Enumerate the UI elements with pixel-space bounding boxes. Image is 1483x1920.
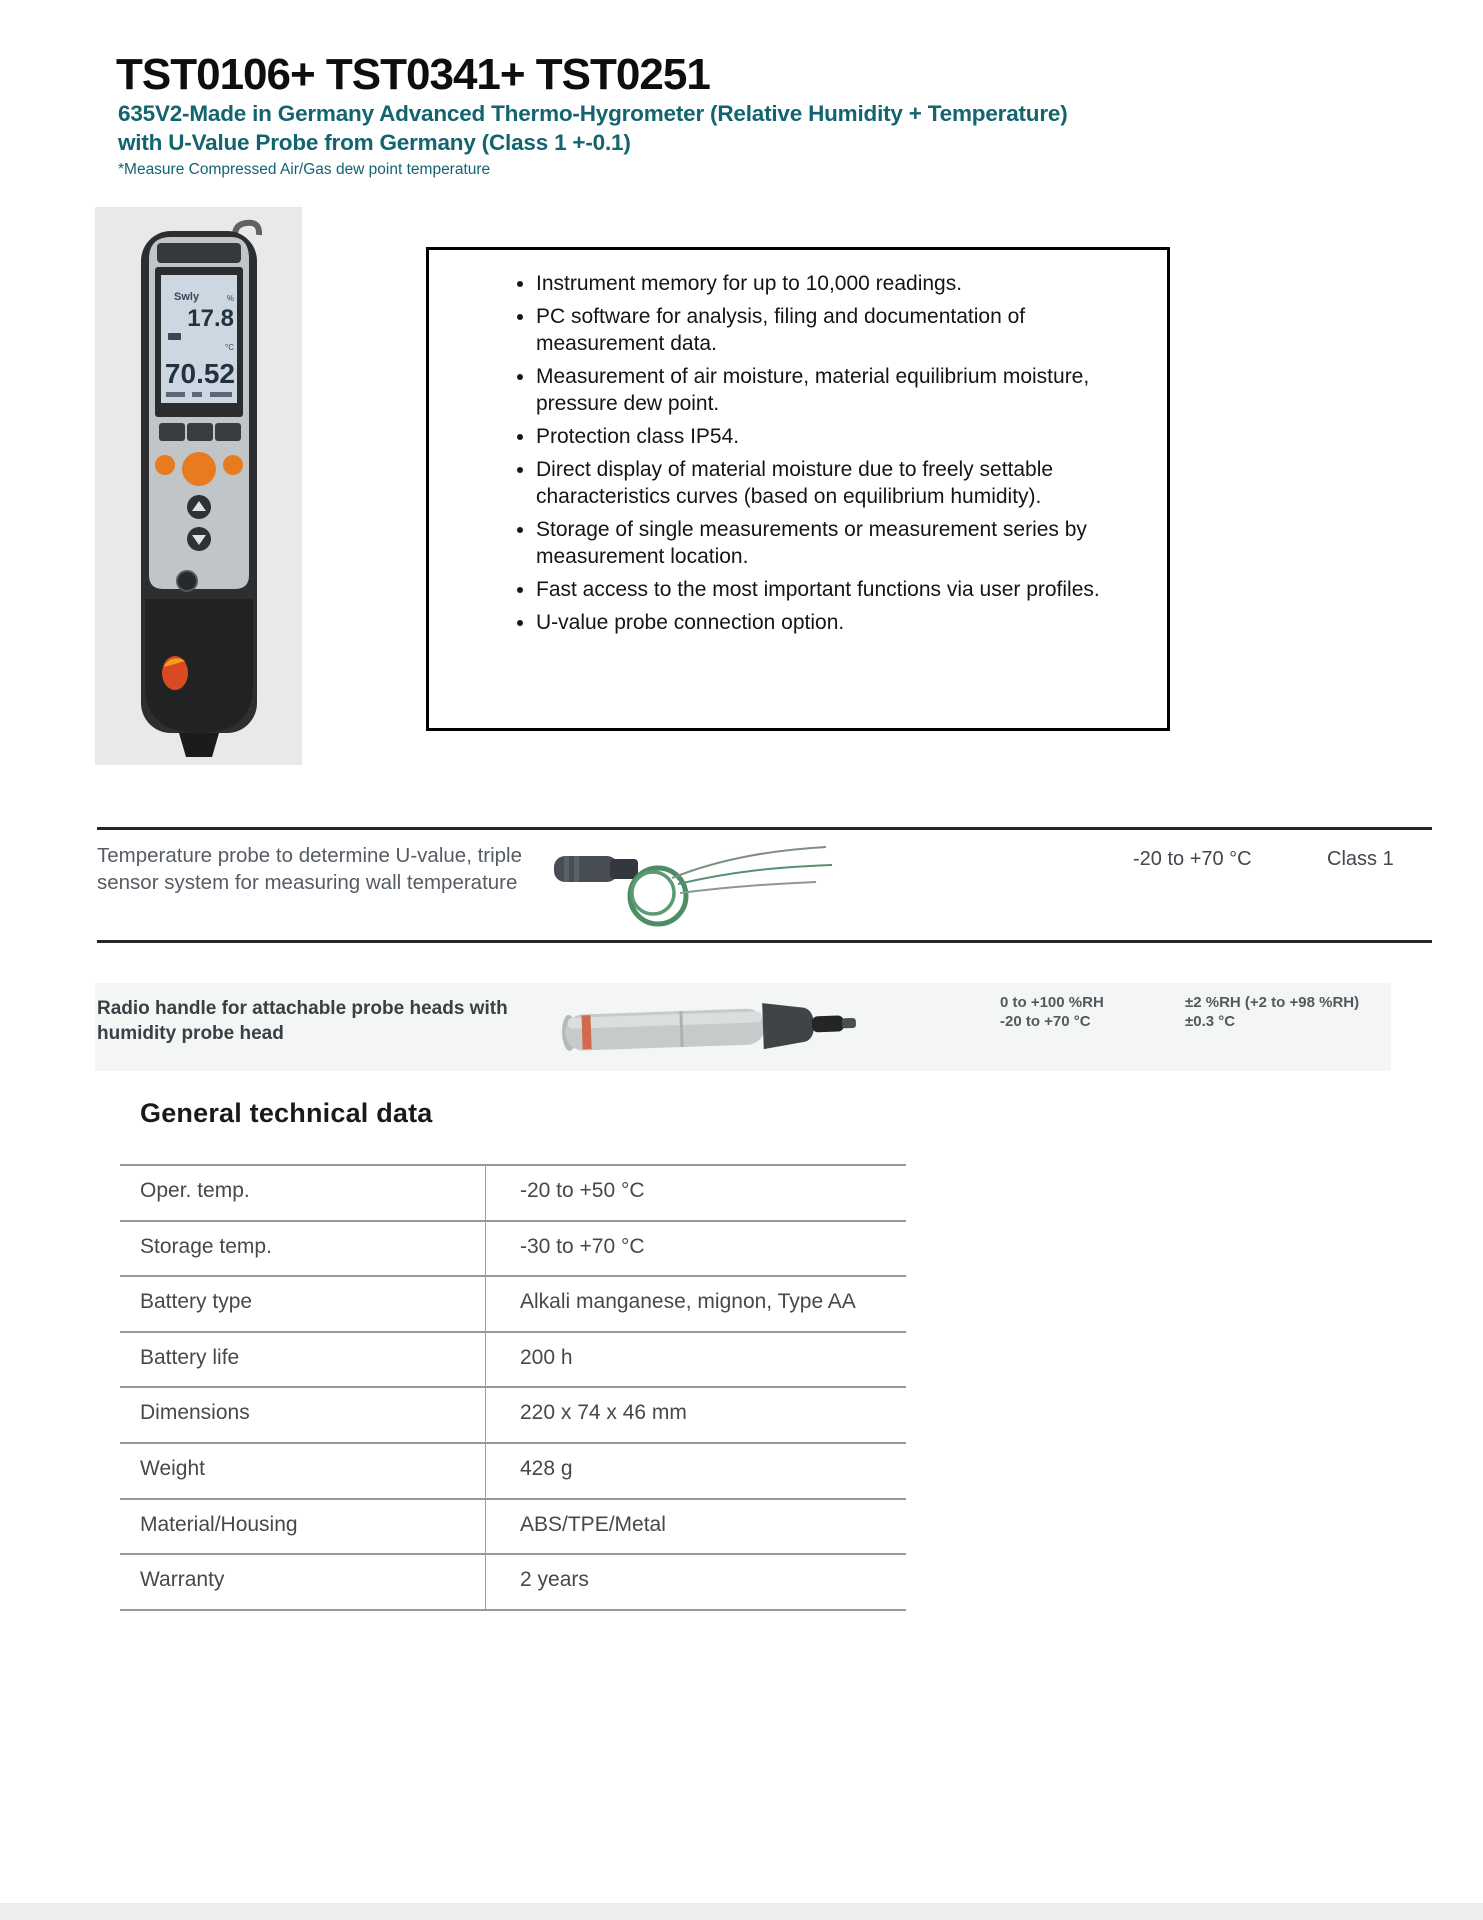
row-value: 428 g (485, 1444, 906, 1498)
uvalue-probe-range: -20 to +70 °C (1133, 848, 1252, 870)
feature-item: • Fast access to the most important functions via user profiles. (536, 576, 1149, 603)
feature-item: • PC software for analysis, filing and documentation of measurement data. (536, 303, 1149, 357)
row-value: 200 h (485, 1333, 906, 1387)
radio-handle-accuracy (1185, 993, 1359, 1031)
orange-ring (581, 1015, 591, 1049)
accuracy-line-2: ±0.3 °C (1185, 1013, 1236, 1030)
table-row (120, 1498, 906, 1554)
table-row (120, 1386, 906, 1442)
page-subtitle (118, 99, 1068, 157)
ok-button (182, 452, 216, 486)
row-label: Dimensions (140, 1401, 250, 1425)
row-value: ABS/TPE/Metal (485, 1500, 906, 1554)
feature-item: • Direct display of material moisture due to freely settable characteristics curves (based on equilibrium humidity). (536, 456, 1149, 510)
table-row (120, 1331, 906, 1387)
page-title: TST0106+ TST0341+ TST0251 (116, 50, 710, 99)
row-value: 2 years (485, 1555, 906, 1609)
thermo-hygrometer-device-image (95, 207, 302, 765)
row-label: Material/Housing (140, 1512, 298, 1536)
lcd-value-bottom: 70.52 (164, 358, 235, 389)
row-label: Storage temp. (140, 1234, 272, 1258)
table-row (120, 1442, 906, 1498)
uvalue-probe-image (552, 838, 842, 936)
section-heading: General technical data (140, 1098, 433, 1128)
row-label: Battery type (140, 1290, 253, 1314)
feature-item: • Protection class IP54. (536, 423, 1149, 450)
table-row (120, 1553, 906, 1609)
lcd-unit-top: % (226, 294, 234, 303)
row-value: -20 to +50 °C (485, 1166, 906, 1220)
radio-handle-description: Radio handle for attachable probe heads with humidity probe head (97, 998, 508, 1044)
divider (97, 940, 1432, 943)
uvalue-probe-illustration (552, 838, 842, 936)
feature-list (429, 270, 1149, 636)
page-bottom-edge (0, 1903, 1483, 1920)
probe-connector (179, 733, 219, 757)
product-photo (95, 207, 302, 765)
table-row (120, 1275, 906, 1331)
uvalue-probe-description: Temperature probe to determine U-value, triple sensor system for measuring wall temperature (97, 844, 523, 894)
row-value: -30 to +70 °C (485, 1222, 906, 1276)
table-row (120, 1164, 906, 1220)
row-value: 220 x 74 x 46 mm (485, 1388, 906, 1442)
radio-handle-image (560, 990, 860, 1066)
feature-item: • Instrument memory for up to 10,000 readings. (536, 270, 1149, 297)
row-label: Oper. temp. (140, 1179, 250, 1202)
row-label: Battery life (140, 1345, 240, 1369)
feature-item: • U-value probe connection option. (536, 609, 1149, 636)
measure-note: *Measure Compressed Air/Gas dew point temperature (118, 161, 491, 178)
table-row (120, 1220, 906, 1276)
battery-icon (168, 333, 181, 340)
row-label: Warranty (140, 1568, 225, 1592)
uvalue-probe-class: Class 1 (1327, 848, 1394, 870)
row-label: Weight (140, 1456, 205, 1480)
row-value: Alkali manganese, mignon, Type AA (485, 1277, 906, 1331)
accuracy-line-1: ±2 %RH (+2 to +98 %RH) (1185, 994, 1360, 1011)
lcd-unit-bottom: °C (225, 343, 234, 352)
feature-item: • Measurement of air moisture, material equilibrium moisture, pressure dew point. (536, 363, 1149, 417)
radio-handle-range (1000, 993, 1104, 1031)
range-line-2: -20 to +70 °C (1000, 1013, 1091, 1030)
lcd-mode-label: Swly (174, 291, 200, 303)
radio-handle-illustration (560, 990, 860, 1066)
range-line-1: 0 to +100 %RH (1000, 994, 1104, 1011)
technical-data-table (120, 1164, 906, 1611)
divider (97, 827, 1432, 830)
feature-item: • Storage of single measurements or measurement series by measurement location. (536, 516, 1149, 570)
feature-box (426, 247, 1170, 731)
subtitle-line-1: 635V2-Made in Germany Advanced Thermo-Hygrometer (Relative Humidity + Temperature) (118, 101, 1068, 126)
lcd-value-top: 17.8 (187, 305, 234, 332)
subtitle-line-2: with U-Value Probe from Germany (Class 1 +-0.1) (118, 130, 631, 155)
